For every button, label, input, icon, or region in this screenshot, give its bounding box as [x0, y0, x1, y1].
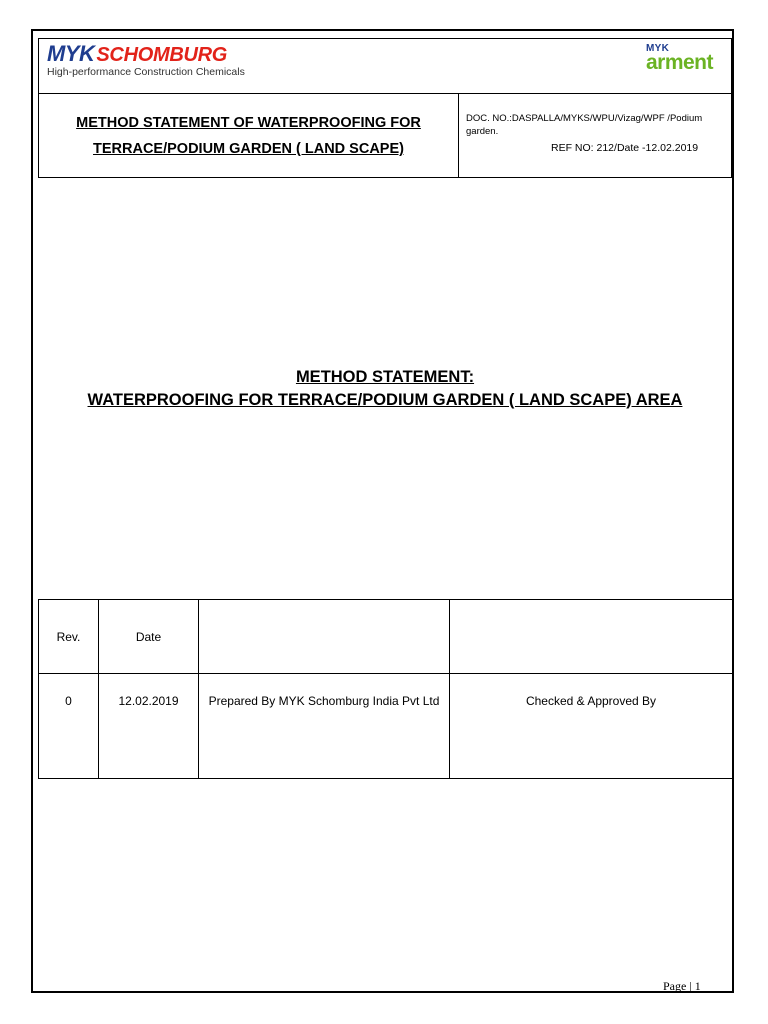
document-header [38, 38, 732, 178]
logo-schomburg-text: SCHOMBURG [96, 44, 228, 66]
header-cell-date: Date [99, 600, 199, 674]
main-title-line-2: WATERPROOFING FOR TERRACE/PODIUM GARDEN ( LAND SCAPE) AREA [87, 391, 683, 409]
doc-number: DOC. NO.:DASPALLA/MYKS/WPU/Vizag/WPF /Podium garden. [466, 113, 703, 137]
cell-checked-approved: Checked & Approved By [450, 674, 733, 779]
header-info-row [39, 94, 731, 177]
ref-number: REF NO: 212/Date -12.02.2019 [551, 142, 699, 154]
main-title [38, 366, 732, 412]
header-cell-rev: Rev. [39, 600, 99, 674]
main-title-line-1: METHOD STATEMENT: [295, 368, 475, 386]
myk-arment-logo [645, 43, 713, 74]
arment-logo-top: MYK [645, 43, 670, 54]
header-title-line-1: METHOD STATEMENT OF WATERPROOFING FOR [76, 114, 421, 131]
header-cell-empty-2 [450, 600, 733, 674]
arment-logo-main: arment [645, 51, 713, 74]
table-header-row [39, 600, 733, 674]
logo-tagline: High-performance Construction Chemicals [47, 66, 245, 78]
header-cell-empty-1 [199, 600, 450, 674]
header-title-cell [39, 94, 459, 177]
cell-prepared-by: Prepared By MYK Schomburg India Pvt Ltd [199, 674, 450, 779]
cell-date-value: 12.02.2019 [99, 674, 199, 779]
cell-rev-value: 0 [39, 674, 99, 779]
table-row [39, 674, 733, 779]
header-title-line-2: TERRACE/PODIUM GARDEN ( LAND SCAPE) [93, 140, 404, 157]
header-doc-info-cell [459, 94, 731, 177]
logo-myk-text: MYK [47, 41, 95, 66]
page-number: Page | 1 [663, 979, 701, 993]
revision-table [38, 599, 733, 779]
logo-bar [39, 39, 731, 94]
myk-schomburg-logo [47, 41, 245, 78]
